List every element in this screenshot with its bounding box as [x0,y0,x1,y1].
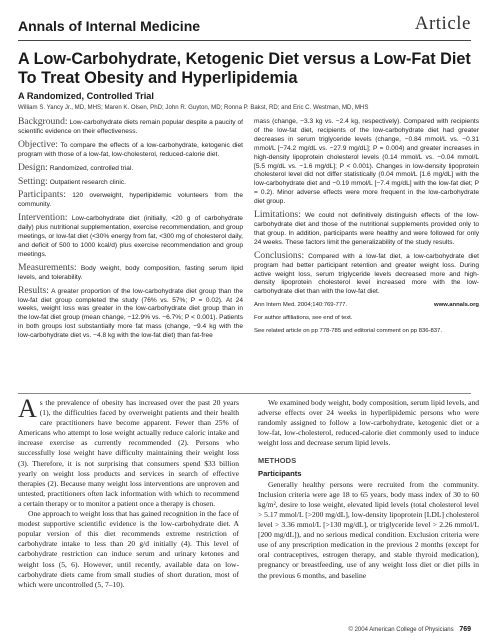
page-number: 769 [459,626,471,633]
participants-heading: Participants [258,468,302,478]
drop-cap: A [18,394,37,423]
section-label: Measurements: [18,261,77,273]
section-label: Results: [18,284,49,296]
section-label: Setting: [18,175,48,187]
abstract-intervention: Intervention: Low-carbohydrate diet (initially, <20 g of carbohydrate daily) plus nutritional supplementation, exercise recommendation, and group meetings, or low-fat diet (<30% energy from fat, <300 mg of cholesterol daily, and deficit of 500 to 1000 kcal/d) plus exercise recommendation and group meetings. [18,212,243,258]
author-list: William S. Yancy Jr., MD, MHS; Maren K. Olsen, PhD; John R. Guyton, MD; Ronna P. Bakst, RD; and Eric C. Westman, MD, MHS [18,104,369,111]
section-label: Background: [18,116,68,127]
section-label: Conclusions: [254,249,305,261]
body-left-column [18,394,239,590]
section-label: Objective: [18,138,58,150]
section-label: Design: [18,161,48,173]
intro-paragraph-2: One approach to weight loss that has gained recognition in the face of modest supportive scientific evidence is the low-carbohydrate diet. A popular version of this diet recommends extreme restriction of carbohydrate intake to less than 20 g/d initially (4). This level of carbohydrate restriction can induce serum and urinary ketones and weight loss (5, 6). However, until recently, available data on low-carbohydrate diets came from small studies of short duration, most of which were uncontrolled (5, 7–10). [18,509,239,589]
body-right-column [258,398,479,581]
abstract-measurements: Measurements: Body weight, body composition, fasting serum lipid levels, and tolerability. [18,261,244,281]
journal-url-link[interactable]: www.annals.org [434,302,479,309]
abstract-right-column [254,118,479,340]
article-type-label: Article [414,13,471,34]
participants-paragraph: Generally healthy persons were recruited from the community. Inclusion criteria were age 18 to 65 years, body mass index of 30 to 60 kg/m², desire to lose weight, elevated lipid levels (total cholesterol level > 5.17 mmol/L [>200 mg/dL], low-density lipoprotein [LDL] cholesterol level > 3.36 mmol/L [>130 mg/dL], or triglyceride level > 2.26 mmol/L [200 mg/dL]), and no serious medical condition. Exclusion criteria were use of any prescription medication in the previous 2 months (except for oral contraceptives, estrogen therapy, and stable thyroid medication), pregnancy or breastfeeding, use of any weight loss diet or diet pills in the previous 6 months, and baseline [258,479,479,580]
journal-name: Annals of Internal Medicine [18,18,201,34]
abstract-setting: Setting: Outpatient research clinic. [18,175,126,187]
abstract-background: Background: Low-carbohydrate diets remain popular despite a paucity of scientific evidence on their effectiveness. [18,116,243,135]
methods-heading: METHODS [258,456,297,466]
abstract-objective: Objective: To compare the effects of a low-carbohydrate, ketogenic diet program with those of a low-fat, low-cholesterol, reduced-calorie diet. [18,138,243,158]
article-title: A Low-Carbohydrate, Ketogenic Diet versus a Low-Fat Diet To Treat Obesity and Hyperlipidemia [18,50,471,87]
abstract-divider [18,393,471,394]
intro-paragraph-1: As the prevalence of obesity has increased over the past 20 years (1), the difficulties faced by overweight patients and their health care practitioners have become apparent. Fewer than 25% of Americans who attempt to lose weight actually reduce caloric intake and increase exercise as currently recommended (2). Persons who successfully lose weight have difficulty maintaining their weight loss (3). Therefore, it is not surprising that consumers spend $33 billion yearly on weight loss products and services in search of effective therapies (2). Because many weight loss interventions are unproven and untested, practitioners often lack information with which to recommend a certain therapy or to monitor a patient once a therapy is chosen. [18,394,239,508]
abstract-participants: Participants: 120 overweight, hyperlipidemic volunteers from the community. [18,189,243,209]
intro-paragraph-3: We examined body weight, body composition, serum lipid levels, and adverse effects over 24 weeks in hyperlipidemic persons who were randomly assigned to follow a low-carbohydrate, ketogenic diet or a low-fat, low-cholesterol, reduced-calorie diet commonly used to induce weight loss and decrease serum lipid levels. [258,398,479,448]
abstract-left-column [18,118,243,345]
header-rule [18,40,471,41]
citation-line [254,301,479,310]
section-label: Intervention: [18,212,68,224]
affiliations-note: For author affiliations, see end of text. [254,315,353,322]
abstract-limitations: Limitations: We could not definitively distinguish effects of the low-carbohydrate diet and those of the nutritional supplements provided only to that group. In addition, participants were healthy and were followed for only 24 weeks. These factors limit the generalizability of the study results. [254,209,479,246]
copyright: © 2004 American College of Physicians [348,627,454,633]
abstract-conclusions: Conclusions: Compared with a low-fat diet, a low-carbohydrate diet program had better participant retention and greater weight loss. During active weight loss, serum triglyceride levels decreased more and high-density lipoprotein cholesterol level increased more with the low-carbohydrate diet than with the low-fat diet. [254,249,479,296]
page-header [18,14,471,40]
abstract-design: Design: Randomized, controlled trial. [18,161,134,173]
related-article-note: See related article on pp 778-785 and editorial comment on pp 836-837. [254,328,442,335]
section-label: Participants: [18,189,66,201]
page-footer [348,626,471,633]
abstract-results: Results: A greater proportion of the low-carbohydrate diet group than the low-fat diet group completed the study (76% vs. 57%; P = 0.02). At 24 weeks, weight loss was greater in the low-carbohydrate diet group than in the low-fat diet group (mean change, −12.9% vs. −6.7%; P < 0.001). Patients in both groups lost substantially more fat mass (change, −9.4 kg with the low-carbohydrate diet vs. −4.8 kg with the low-fat diet) than fat-free [18,284,244,340]
section-label: Limitations: [254,209,301,221]
abstract-results-continued: mass (change, −3.3 kg vs. −2.4 kg, respectively). Compared with recipients of the low-fat diet, recipients of the low-carbohydrate diet had greater decreases in serum triglyceride levels (change, −0.84 mmol/L vs. −0.31 mmol/L [−74.2 mg/dL vs. −27.9 mg/dL]; P = 0.004) and greater increases in high-density lipoprotein cholesterol levels (0.14 mmol/L vs. −0.04 mmol/L [5.5 mg/dL vs. −1.6 mg/dL]; P < 0.001). Changes in low-density lipoprotein cholesterol level did not differ statistically (0.04 mmol/L [1.6 mg/dL] with the low-carbohydrate diet and −0.19 mmol/L [−7.4 mg/dL] with the low-fat diet; P = 0.2). Minor adverse effects were more frequent in the low-carbohydrate diet group. [254,118,479,206]
citation: Ann Intern Med. 2004;140:769-777. [254,302,348,309]
article-subtitle: A Randomized, Controlled Trial [18,91,154,101]
